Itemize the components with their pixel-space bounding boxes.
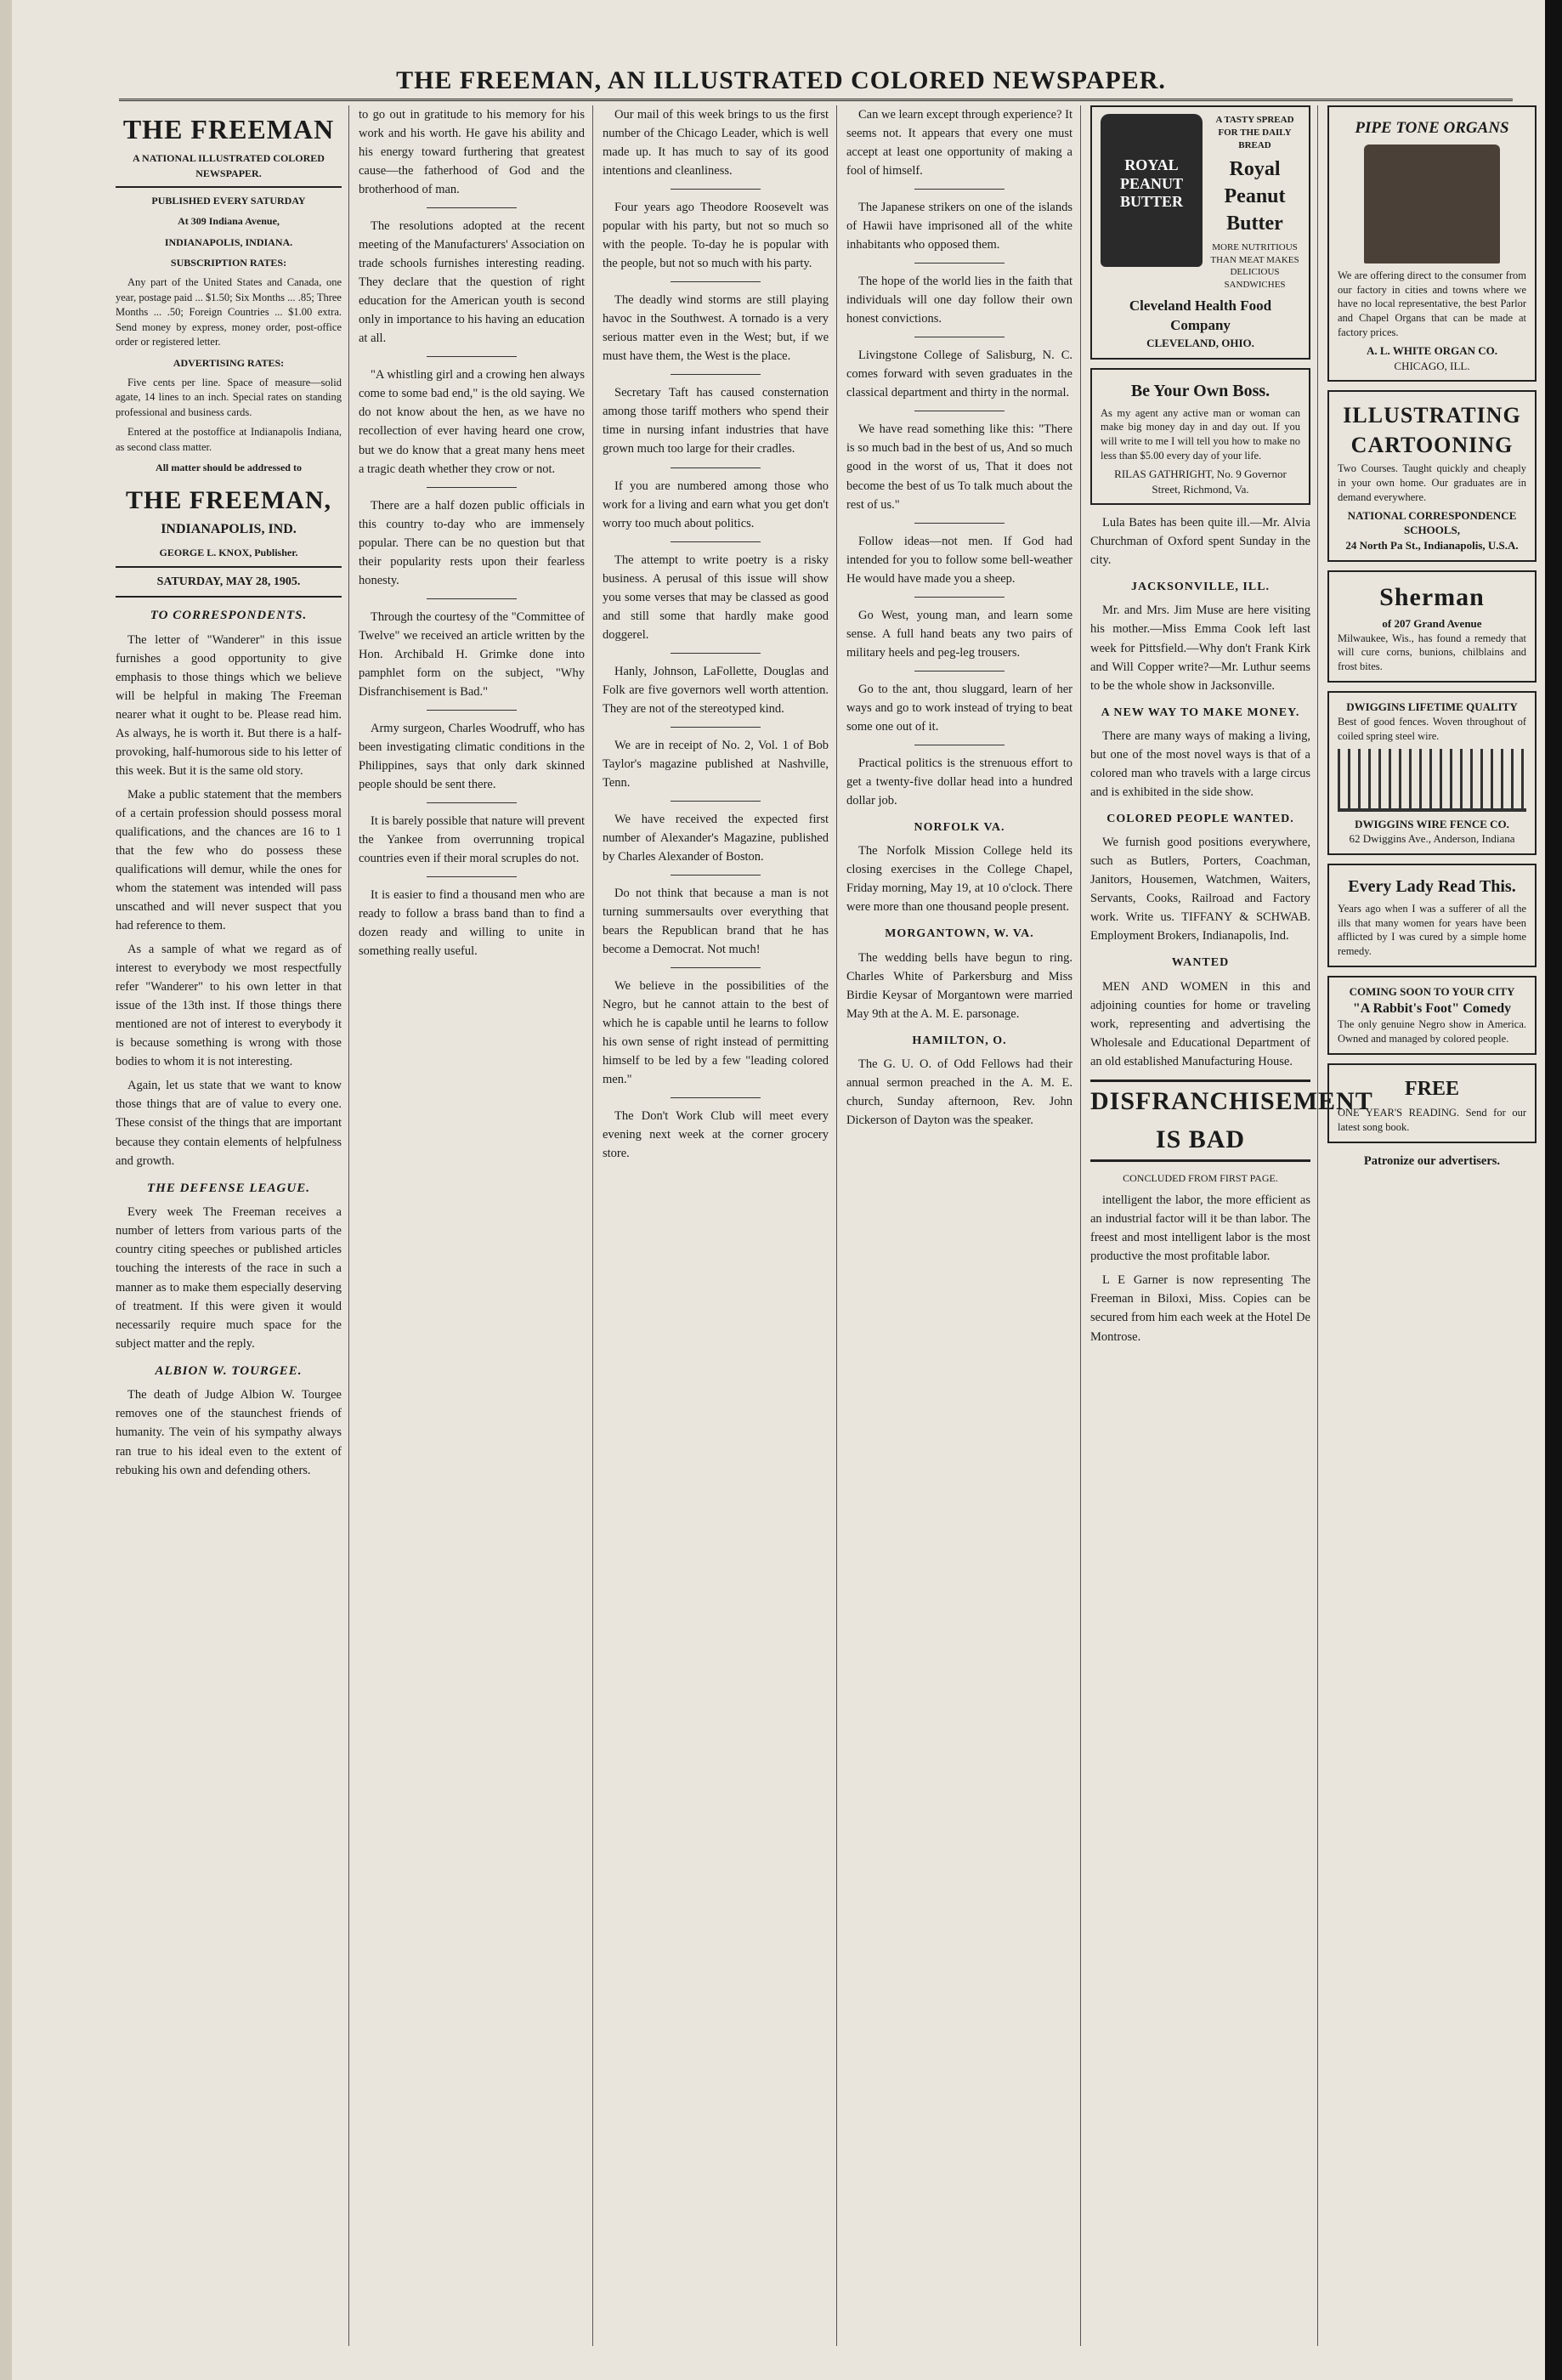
paragraph: There are many ways of making a living, but one of the most novel ways is that of a colored man who travels with a large circus and is exhibited in the side show. — [1090, 728, 1310, 799]
paragraph: The Don't Work Club will meet every evening next week at the corner grocery store. — [603, 1109, 829, 1161]
column-5 — [1084, 105, 1373, 2346]
right-page-edge — [1545, 0, 1562, 2380]
ad-text: The only genuine Negro show in America. Owned and managed by colored people. — [1338, 1018, 1526, 1046]
ad-text: Milwaukee, Wis., has found a remedy that will cure corns, bunions, chilblains and frost bites. — [1338, 632, 1526, 673]
address-to: All matter should be addressed to — [156, 462, 302, 474]
paragraph: Mr. and Mrs. Jim Muse are here visiting his mother.—Miss Emma Cook left last week for Pittsfield.—Why don't Frank Kirk and Will Copper write?—Mr. Luthur seems to be the whole show in Jacksonville. — [1090, 604, 1310, 693]
divider — [671, 727, 761, 728]
heading-tourgee: ALBION W. TOURGEE. — [155, 1363, 303, 1378]
ad-subtitle: of 207 Grand Avenue — [1382, 617, 1482, 631]
rates-heading: SUBSCRIPTION RATES: — [170, 256, 287, 269]
fence-ad — [1327, 691, 1537, 854]
sherman-ad — [1327, 570, 1537, 683]
paragraph: Go to the ant, thou sluggard, learn of her ways and go to work instead of trying to beat some one out of it. — [846, 682, 1072, 734]
column-rule — [836, 105, 837, 2346]
paragraph: As a sample of what we regard as of interest to everybody we most respectfully refer "Wanderer" to his own letter in that issue of the 13th inst. If those things there mentioned are not of interest to everybody it is because something is wrong with those bodies to whom it is not interesting. — [116, 943, 342, 1069]
paragraph: Our mail of this week brings to us the first number of the Chicago Leader, which is well made up. It has much to say of its good intentions and cleanliness. — [603, 108, 829, 178]
divider — [914, 671, 1005, 672]
heading-correspondents: TO CORRESPONDENTS. — [150, 608, 308, 622]
paragraph: The deadly wind storms are still playing havoc in the Southwest. A tornado is a very serious matter even in the West; but, if we must have them, the West is the place. — [603, 293, 829, 364]
adv-text: Five cents per line. Space of measure—solid agate, 14 lines to an inch. Special rates on standing professional and business cards. — [116, 376, 342, 418]
divider — [914, 523, 1005, 524]
paragraph: The G. U. O. of Odd Fellows had their annual sermon preached in the A. M. E. church, Sunday afternoon, Rev. John Dickerson of Dayton was the speaker. — [846, 1057, 1072, 1128]
heading-wanted: WANTED — [1171, 956, 1230, 970]
paragraph: We are in receipt of No. 2, Vol. 1 of Bob Taylor's magazine published at Nashville, Tenn. — [603, 738, 829, 790]
paragraph: If you are numbered among those who work for a living and earn what you get don't worry too much about politics. — [603, 479, 829, 530]
left-page-edge — [0, 0, 12, 2380]
paragraph: intelligent the labor, the more efficient as an industrial factor will it be than labor. The freest and most intelligent labor is the most productive the most profitable labor. — [1090, 1193, 1310, 1264]
paragraph: The death of Judge Albion W. Tourgee removes one of the staunchest friends of humanity. The vein of his sympathy always ran true to his ideal even to the extent of rebuking his own and defending others. — [116, 1388, 342, 1477]
address-title: THE FREEMAN, — [125, 485, 331, 514]
cartooning-ad — [1327, 390, 1537, 561]
rates-text: Any part of the United States and Canada, one year, postage paid ... $1.50; Six Months ... .85; Three Months ... .50; Foreign Countries ... $1.00 extra. Send money by express, money order, post-office order or registered letter. — [116, 276, 342, 348]
divider — [427, 207, 517, 208]
pub-line: PUBLISHED EVERY SATURDAY — [151, 195, 306, 207]
ad-signature: RILAS GATHRIGHT, No. 9 Governor Street, Richmond, Va. — [1114, 468, 1287, 496]
divider — [914, 189, 1005, 190]
paragraph: L E Garner is now representing The Freeman in Biloxi, Miss. Copies can be secured from him each week at the Hotel De Montrose. — [1090, 1273, 1310, 1344]
divider — [671, 653, 761, 654]
heading-make-money: A NEW WAY TO MAKE MONEY. — [1101, 706, 1300, 719]
divider — [671, 541, 761, 542]
divider — [427, 487, 517, 488]
ad-company: A. L. WHITE ORGAN CO. — [1367, 344, 1497, 358]
own-boss-ad — [1090, 368, 1310, 506]
paragraph: It is easier to find a thousand men who are ready to follow a brass band than to find a dozen ready and willing to unite in something really useful. — [359, 888, 585, 959]
paragraph: The wedding bells have begun to ring. Charles White of Parkersburg and Miss Birdie Keysar of Morgantown were married May 9th at the A. M. E. parsonage. — [846, 950, 1072, 1021]
paragraph: Follow ideas—not men. If God had intended for you to follow some bell-weather He would have made you a sheep. — [846, 534, 1072, 586]
paragraph: Again, let us state that we want to know those things that are of value to every one. These consist of the things that are important because they contain elements of helpfulness and growth. — [116, 1079, 342, 1168]
divider — [671, 1097, 761, 1098]
paragraph: Lula Bates has been quite ill.—Mr. Alvia Churchman of Oxford spent Sunday in the city. — [1090, 516, 1310, 568]
paragraph: "A whistling girl and a crowing hen always come to some bad end," is the old saying. We do not know about the hen, as we have no recollection of ever having heard one crow, but we do know that a great many hens meet a tragic death whether they crow or not. — [359, 368, 585, 476]
concluded-note: CONCLUDED FROM FIRST PAGE. — [1123, 1172, 1278, 1185]
peanut-butter-jar-image: ROYAL PEANUT BUTTER — [1101, 114, 1203, 267]
ad-title: ILLUSTRATING CARTOONING — [1343, 403, 1521, 458]
issue-date: SATURDAY, MAY 28, 1905. — [156, 575, 301, 588]
ad-city: CHICAGO, ILL. — [1394, 359, 1470, 372]
ad-line: MORE NUTRITIOUS THAN MEAT MAKES DELICIOUS SANDWICHES — [1210, 241, 1299, 291]
paragraph: Go West, young man, and learn some sense. A full hand beats any two pairs of military heels and peg-leg trousers. — [846, 608, 1072, 660]
column-4 — [840, 105, 1079, 2346]
paragraph: to go out in gratitude to his memory for his work and his worth. He gave his ability and his energy toward furthering that greatest cause—the fatherhood of God and the brotherhood of man. — [359, 108, 585, 197]
publisher: GEORGE L. KNOX, Publisher. — [159, 547, 298, 559]
address-city: INDIANAPOLIS, IND. — [161, 522, 297, 537]
paragraph: We believe in the possibilities of the Negro, but he cannot attain to the best of which he is capable until he learns to follow his own sense of right instead of permitting himself to be led by a few "leading colored men." — [603, 979, 829, 1087]
paragraph: Make a public statement that the members of a certain profession should possess moral qualifications, and the chances are 16 to 1 that the few who do possess these qualifications will demur, while the ones for whom the statement was intended will pass unscathed and will never suspect that you had reference to them. — [116, 787, 342, 933]
paragraph: The hope of the world lies in the faith that individuals will one day follow their own honest convictions. — [846, 275, 1072, 326]
divider — [671, 374, 761, 375]
heading-defense-league: THE DEFENSE LEAGUE. — [147, 1181, 310, 1195]
column-6 — [1321, 105, 1543, 2346]
adv-heading: ADVERTISING RATES: — [173, 356, 285, 369]
heading-morgantown: MORGANTOWN, W. VA. — [885, 927, 1034, 941]
ad-text: As my agent any active man or woman can make big money day in and day out. If you will write to me I will tell you how to make no less than $5.00 every day of your life. — [1101, 406, 1300, 462]
heading-norfolk: NORFOLK VA. — [914, 820, 1005, 834]
paragraph: It is barely possible that nature will prevent the Yankee from overrunning tropical countries even if their moral scruples do not. — [359, 814, 585, 866]
paragraph: The resolutions adopted at the recent meeting of the Manufacturers' Association on trade schools furnishes interesting reading. They declare that the question of right education for the American youth is second only in importance to his having an education at all. — [359, 219, 585, 346]
paragraph: Practical politics is the strenuous effort to get a twenty-five dollar head into a hundred dollar job. — [846, 756, 1072, 808]
paragraph: We have read something like this: "There is so much bad in the best of us, And so much good in the worst of us, That it does not become the best of us To talk much about the rest of us." — [846, 422, 1072, 512]
paragraph: The Japanese strikers on one of the islands of Hawii have imprisoned all of the white inhabitants who opposed them. — [846, 201, 1072, 252]
ad-city: 62 Dwiggins Ave., Anderson, Indiana — [1349, 832, 1515, 846]
heading-people-wanted: COLORED PEOPLE WANTED. — [1106, 813, 1294, 825]
column-3 — [596, 105, 835, 2346]
column-1 — [109, 105, 348, 2346]
divider — [671, 967, 761, 968]
heading-jacksonville: JACKSONVILLE, ILL. — [1130, 581, 1271, 594]
rabbits-foot-ad — [1327, 976, 1537, 1055]
ad-title: COMING SOON TO YOUR CITY — [1349, 985, 1515, 999]
pub-city: INDIANAPOLIS, INDIANA. — [164, 235, 293, 248]
ad-address: 24 North Pa St., Indianapolis, U.S.A. — [1345, 539, 1519, 552]
divider — [671, 875, 761, 876]
paragraph: The letter of "Wanderer" in this issue furnishes a good opportunity to give emphasis to those things which we believe will be helpful in making The Freeman nearer what it ought to be. Please read him. As always, he is worth it. But there is a half-provoking, half-humorous side to his letter of this week. But it is the same old story. — [116, 632, 342, 778]
ad-title: PIPE TONE ORGANS — [1355, 119, 1509, 137]
ad-title: Every Lady Read This. — [1348, 876, 1516, 896]
divider — [427, 802, 517, 803]
paragraph: There are a half dozen public officials in this country to-day who are immensely popular. There can be no question but that their popularity rests upon their fearless honesty. — [359, 498, 585, 587]
ad-text: Best of good fences. Woven throughout of coiled spring steel wire. — [1338, 715, 1526, 742]
paragraph: MEN AND WOMEN in this and adjoining counties for home or traveling work, representing and advertising the Wholesale and Educational Department of an old established Manufacturing House. — [1090, 979, 1310, 1068]
paragraph: Four years ago Theodore Roosevelt was popular with his party, but not so much so with the people. To-day he is popular with the people, but not so much with his party. — [603, 201, 829, 271]
paragraph: We have received the expected first number of Alexander's Magazine, published by Charles Alexander of Boston. — [603, 812, 829, 864]
paragraph: Can we learn except through experience? It seems not. It appears that every one must accept at least one opportunity of making a fool of himself. — [846, 108, 1073, 178]
entered-text: Entered at the postoffice at Indianapolis Indiana, as second class matter. — [116, 426, 342, 453]
ad-title: Royal Peanut Butter — [1224, 157, 1286, 235]
organ-ad — [1327, 105, 1537, 382]
divider — [914, 597, 1005, 598]
ad-text: Two Courses. Taught quickly and cheaply in your own home. Our graduates are in demand everywhere. — [1338, 462, 1526, 504]
divider — [427, 356, 517, 357]
masthead: THE FREEMAN, AN ILLUSTRATED COLORED NEWSPAPER. — [396, 66, 1166, 94]
ad-title: Sherman — [1379, 582, 1485, 611]
column-rule — [1080, 105, 1081, 2346]
paragraph: Army surgeon, Charles Woodruff, who has been investigating climatic conditions in the Philippines, says that only dark skinned people should be sent there. — [359, 721, 585, 791]
ad-title: Be Your Own Boss. — [1130, 381, 1271, 400]
paragraph: Do not think that because a man is not turning summersaults over everything that bears the Republican brand that he has become a Democrat. Not much! — [603, 887, 829, 957]
ad-subtitle: "A Rabbit's Foot" Comedy — [1352, 1000, 1512, 1016]
ad-company: NATIONAL CORRESPONDENCE SCHOOLS, — [1347, 508, 1517, 537]
ad-text: We are offering direct to the consumer from our factory in cities and towns where we have no local representative, the best Parlor and Chapel Organs that can be made at factory prices. — [1338, 269, 1526, 339]
ad-tagline: A TASTY SPREAD FOR THE DAILY BREAD — [1215, 115, 1294, 150]
paper-title: THE FREEMAN — [122, 114, 335, 144]
paragraph: Livingstone College of Salisburg, N. C. comes forward with seven graduates in the classical department and thirty in the normal. — [846, 348, 1072, 400]
ad-title: FREE — [1404, 1078, 1459, 1101]
organ-image — [1364, 144, 1500, 264]
ad-text: Years ago when I was a sufferer of all the ills that many women for years have been afflicted by I was cured by a simple home remedy. — [1338, 902, 1526, 958]
ad-city: CLEVELAND, OHIO. — [1146, 336, 1254, 349]
free-reading-ad — [1327, 1063, 1537, 1143]
divider — [671, 189, 761, 190]
every-lady-ad — [1327, 864, 1537, 968]
column-rule — [592, 105, 593, 2346]
heading-hamilton: HAMILTON, O. — [912, 1034, 1007, 1047]
column-2 — [352, 105, 591, 2346]
paragraph: Hanly, Johnson, LaFollette, Douglas and Folk are five governors well worth attention. They are not of the stereotyped kind. — [603, 664, 829, 716]
pub-address: At 309 Indiana Avenue, — [178, 215, 280, 228]
ad-company: DWIGGINS WIRE FENCE CO. — [1355, 817, 1509, 830]
paragraph: We furnish good positions everywhere, such as Butlers, Porters, Coachman, Janitors, Housemen, Watchmen, Waiters, Servants, Cooks, Railroad and Factory work. Write us. TIFFANY & SCHWAB. Employment Brokers, Indianapolis, Ind. — [1090, 836, 1310, 944]
column-rule — [1317, 105, 1318, 2346]
divider — [914, 263, 1005, 264]
divider — [427, 710, 517, 711]
divider — [427, 598, 517, 599]
paragraph: Every week The Freeman receives a number of letters from various parts of the country citing speeches or published articles touching the interests of the race in such a manner as to make them especially deserving of treatment. If this were given it would necessarily require much space for the subject matter and the reply. — [116, 1205, 342, 1351]
footer-note: Patronize our advertisers. — [1363, 1154, 1501, 1169]
ad-title: DWIGGINS LIFETIME QUALITY — [1346, 700, 1518, 714]
masthead-rule — [119, 99, 1513, 101]
disfranchisement-banner: DISFRANCHISEMENT IS BAD — [1090, 1080, 1310, 1162]
peanut-butter-ad — [1090, 105, 1310, 360]
divider — [671, 801, 761, 802]
paragraph: Secretary Taft has caused consternation among those tariff mothers who spend their time in nursing infant industries that have grown much too large for their cradles. — [603, 386, 829, 456]
fence-image — [1338, 749, 1526, 812]
paragraph: Through the courtesy of the "Committee of Twelve" we received an article written by the Hon. Archibald H. Grimke done into pamphlet form on the subject, "Why Disfranchisement is Bad." — [359, 609, 585, 699]
divider — [671, 281, 761, 282]
column-rule — [348, 105, 349, 2346]
paragraph: The attempt to write poetry is a risky business. A perusal of this issue will show you some verses that may be classed as good and still some that hardly make good doggerel. — [603, 552, 829, 642]
divider — [427, 876, 517, 877]
ad-company: Cleveland Health Food Company — [1129, 298, 1272, 334]
ad-text: ONE YEAR'S READING. Send for our latest song book. — [1338, 1107, 1526, 1134]
paper-subtitle: A NATIONAL ILLUSTRATED COLORED NEWSPAPER. — [133, 151, 325, 179]
paragraph: The Norfolk Mission College held its closing exercises in the College Chapel, Friday morning, May 19, at 10 o'clock. There were more than one thousand people present. — [846, 844, 1072, 915]
